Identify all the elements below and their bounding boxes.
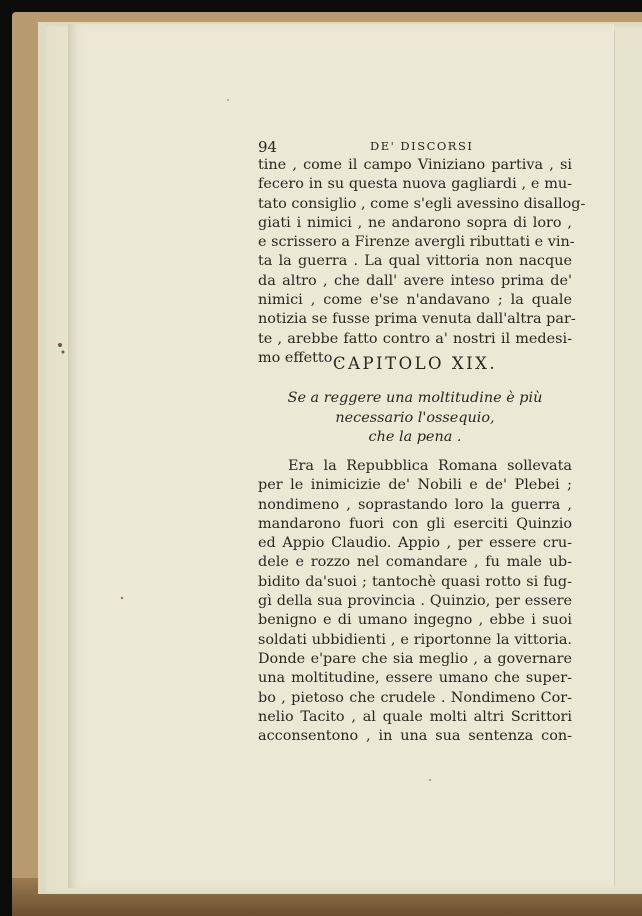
text-line: gì della sua provincia . Quinzio, per essere: [258, 593, 572, 610]
chapter-subtitle: [258, 389, 572, 448]
text-line: tato consiglio , come s'egli avessino disallog-: [258, 195, 586, 212]
text-line: mo effetto .: [258, 349, 342, 366]
text-line: tine , come il campo Viniziano partiva , si: [258, 157, 572, 173]
text-line: nondimeno , soprastando loro la guerra ,: [258, 496, 572, 513]
text-line: te , arebbe fatto contro a' nostri il medesi-: [258, 330, 572, 347]
chapter-paragraph: [258, 457, 572, 746]
text-line: giati i nimici , ne andarono sopra di loro ,: [258, 214, 572, 231]
text-line: mandarono fuori con gli eserciti Quinzio: [258, 515, 572, 532]
text-line: una moltitudine, essere umano che super-: [258, 670, 572, 687]
page-number: 94: [258, 138, 278, 156]
text-line: acconsentono , in una sua sentenza con-: [258, 728, 572, 745]
running-head: [258, 138, 572, 156]
text-line: bo , pietoso che crudele . Nondimeno Cor-: [258, 689, 572, 706]
text-line: Era la Repubblica Romana sollevata: [288, 458, 572, 474]
text-line: e scrissero a Firenze avergli ributtati e vin-: [258, 234, 575, 251]
text-line: dele e rozzo nel comandare , fu male ub-: [258, 554, 572, 571]
text-line: ta la guerra . La qual vittoria non nacque: [258, 253, 572, 270]
text-line: notizia se fusse prima venuta dall'altra par-: [258, 311, 576, 328]
text-line: benigno e di umano ingegno , ebbe i suoi: [258, 612, 572, 629]
text-line: per le inimicizie de' Nobili e de' Plebei ;: [258, 477, 572, 494]
text-line: Donde e'pare che sia meglio , a governare: [258, 650, 572, 667]
text-line: ed Appio Claudio. Appio , per essere cru-: [258, 535, 572, 552]
text-line: soldati ubbidienti , e riportonne la vittoria.: [258, 631, 572, 648]
text-line: bidito da'suoi ; tantochè quasi rotto si fug-: [258, 573, 572, 590]
running-title: DE' DISCORSI: [370, 139, 474, 153]
text-line: da altro , che dall' avere inteso prima de': [258, 272, 572, 289]
chapter-heading: CAPITOLO XIX.: [332, 354, 498, 373]
facing-page-edge: [614, 30, 642, 886]
subtitle-line: che la pena .: [368, 429, 462, 445]
continued-paragraph: [258, 156, 586, 368]
subtitle-line: necessario l'ossequio,: [335, 409, 495, 426]
text-line: nimici , come e'se n'andavano ; la quale: [258, 292, 572, 309]
text-line: fecero in su questa nuova gagliardi , e mu-: [258, 176, 572, 193]
text-line: nelio Tacito , al quale molti altri Scrittori: [258, 708, 572, 725]
subtitle-line: Se a reggere una moltitudine è più: [287, 390, 543, 406]
